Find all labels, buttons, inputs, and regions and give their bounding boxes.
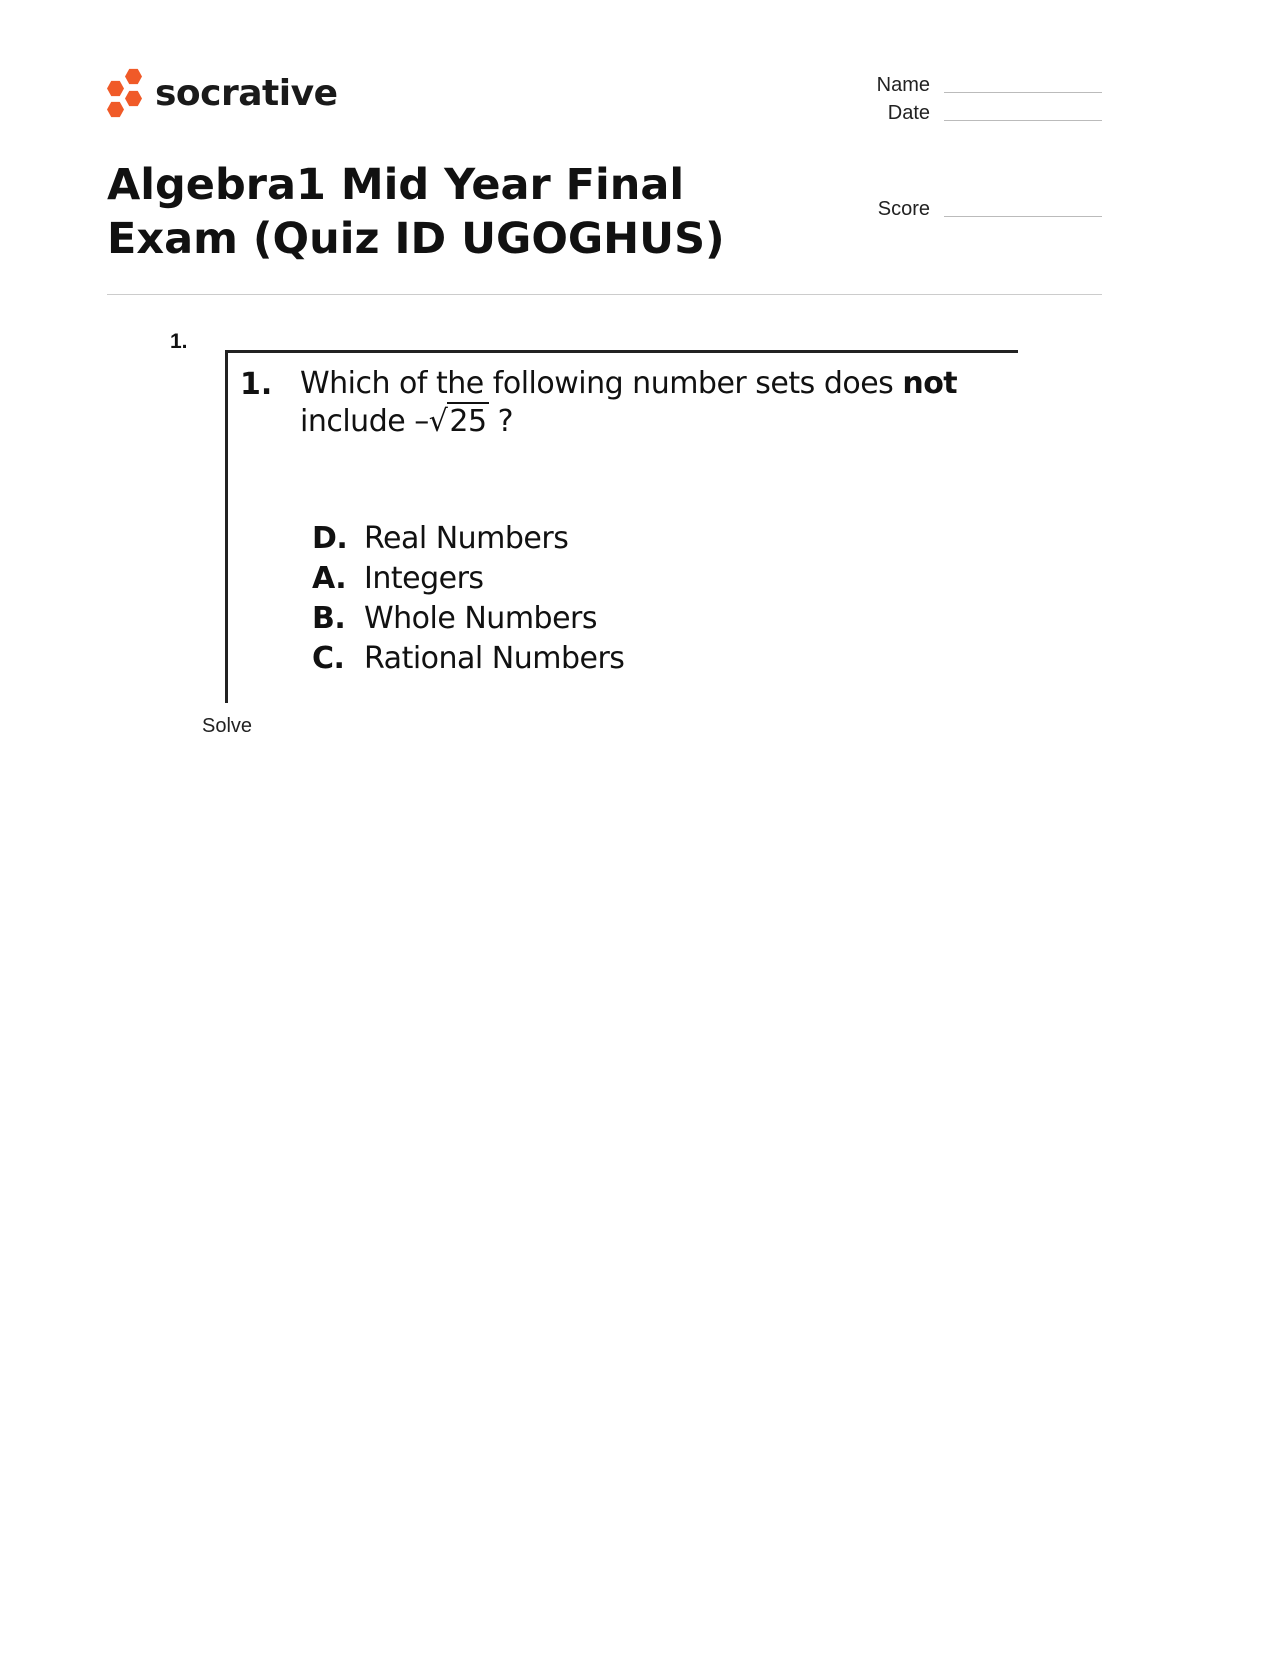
option-b: B. Whole Numbers (312, 601, 598, 636)
brand-name: socrative (155, 72, 338, 114)
date-field[interactable] (860, 102, 1102, 125)
image-question-number: 1. (240, 367, 273, 402)
score-field[interactable] (860, 198, 1102, 221)
stem-include: include – (300, 404, 429, 439)
option-c: C. Rational Numbers (312, 641, 625, 676)
divider (107, 294, 1102, 295)
stem-text: Which of the following number sets does (300, 366, 903, 401)
page-title: Algebra1 Mid Year Final Exam (Quiz ID UGOGHUS) (107, 160, 725, 264)
question-stem: Which of the following number sets does not include –√25 ? (300, 366, 958, 439)
name-label: Name (876, 74, 930, 96)
option-d: D. Real Numbers (312, 521, 569, 556)
question-number: 1. (170, 330, 188, 353)
option-a: A. Integers (312, 561, 484, 596)
score-label: Score (877, 198, 930, 220)
socrative-logo (107, 68, 337, 118)
radicand: 25 (449, 404, 487, 439)
answer-label: Solve (202, 715, 253, 737)
date-label: Date (887, 102, 930, 124)
name-field[interactable] (860, 74, 1102, 97)
answer-options (312, 519, 624, 679)
hexagon-logo-icon (107, 68, 147, 118)
stem-end: ? (488, 404, 514, 439)
question-image (225, 350, 1018, 703)
stem-bold: not (902, 366, 958, 401)
